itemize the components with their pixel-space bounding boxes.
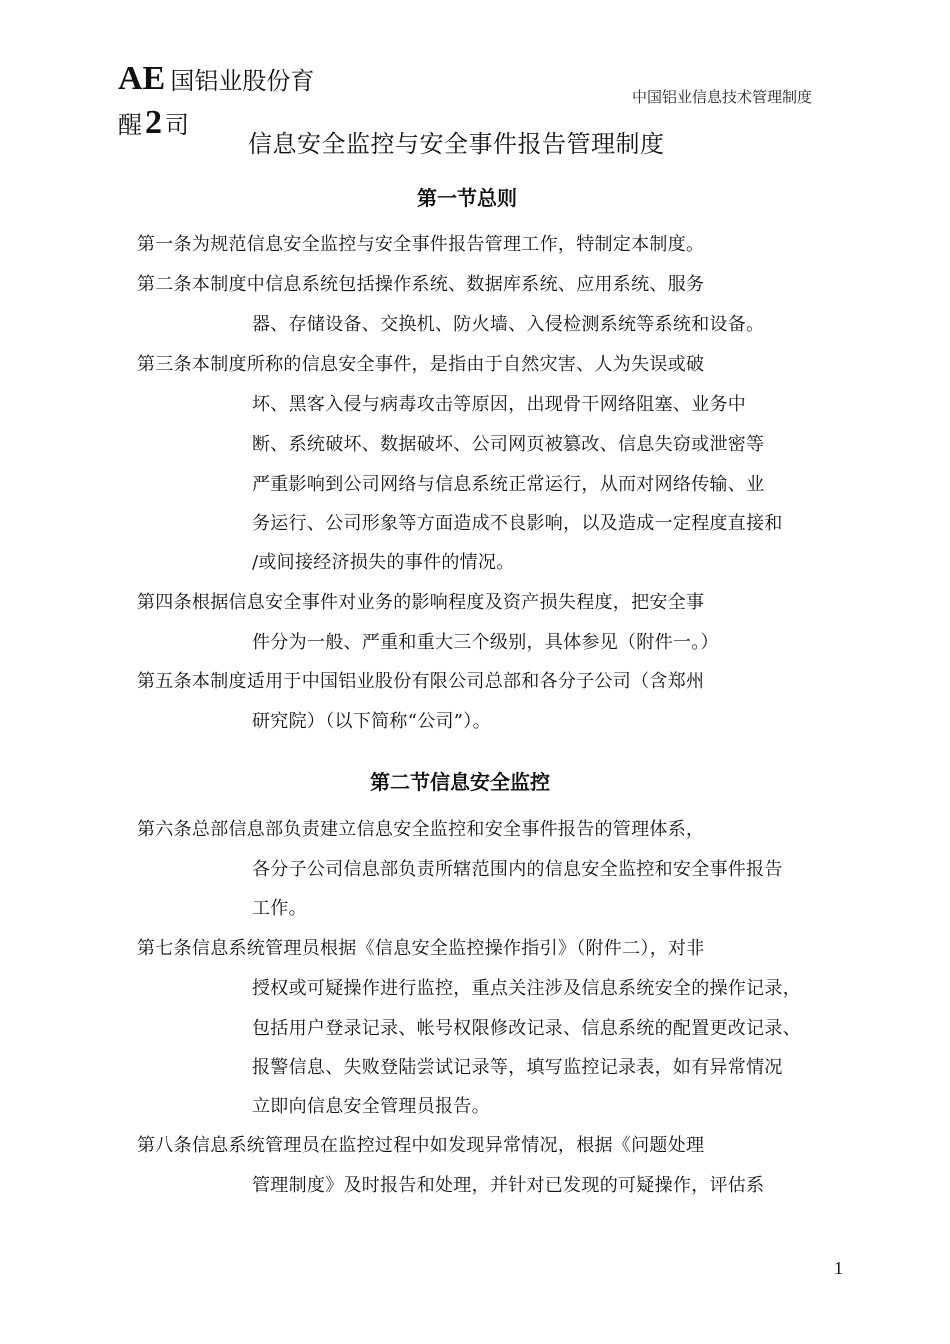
article-3-line-6: /或间接经济损失的事件的情况。: [252, 552, 515, 573]
article-3-line-4: 严重影响到公司网络与信息系统正常运行，从而对网络传输、业: [252, 474, 765, 495]
article-7-line-5: 立即向信息安全管理员报告。: [252, 1096, 490, 1117]
document-title: 信息安全监控与安全事件报告管理制度: [248, 130, 665, 158]
article-5-line-2: 研究院）（以下简称“公司”）。: [252, 711, 491, 732]
section-1-title: 第一节总则: [417, 186, 517, 210]
article-2-line-1: 第二条本制度中信息系统包括操作系统、数据库系统、应用系统、服务: [137, 274, 705, 295]
article-2-line-2: 器、存储设备、交换机、防火墙、入侵检测系统等系统和设备。: [252, 314, 765, 335]
article-3-line-3: 断、系统破坏、数据破坏、公司网页被篡改、信息失窃或泄密等: [252, 434, 765, 455]
article-4-line-2: 件分为一般、严重和重大三个级别，具体参见（附件一。）: [252, 632, 719, 653]
article-1-line-1: 第一条为规范信息安全监控与安全事件报告管理工作，特制定本制度。: [137, 234, 705, 255]
page-number: 1: [834, 1258, 843, 1278]
article-6-line-2: 各分子公司信息部负责所辖范围内的信息安全监控和安全事件报告: [252, 859, 783, 880]
company-logo-line2: [118, 104, 189, 142]
article-8-line-1: 第八条信息系统管理员在监控过程中如发现异常情况，根据《问题处理: [137, 1135, 705, 1156]
logo-line2-char-b: 司: [165, 111, 189, 139]
article-7-line-1: 第七条信息系统管理员根据《信息安全监控操作指引》（附件二），对非: [137, 938, 705, 959]
section-2-title: 第二节信息安全监控: [370, 770, 550, 794]
company-logo: [118, 60, 314, 98]
article-3-line-1: 第三条本制度所称的信息安全事件，是指由于自然灾害、人为失误或破: [137, 354, 705, 375]
article-7-line-4: 报警信息、失败登陆尝试记录等，填写监控记录表，如有异常情况: [252, 1057, 783, 1078]
article-7-line-3: 包括用户登录记录、帐号权限修改记录、信息系统的配置更改记录、: [252, 1018, 801, 1039]
article-6-line-3: 工作。: [252, 898, 307, 919]
article-3-line-2: 坏、黑客入侵与病毒攻击等原因，出现骨干网络阻塞、业务中: [252, 394, 747, 415]
article-5-line-1: 第五条本制度适用于中国铝业股份有限公司总部和各分子公司（含郑州: [137, 671, 705, 692]
logo-line2-char-a: 醒: [118, 111, 142, 139]
article-3-line-5: 务运行、公司形象等方面造成不良影响，以及造成一定程度直接和: [252, 513, 783, 534]
article-7-line-2: 授权或可疑操作进行监控，重点关注涉及信息系统安全的操作记录，: [252, 978, 801, 999]
logo-line2-number: 2: [145, 104, 162, 141]
logo-latin-text: AE: [118, 60, 166, 97]
article-6-line-1: 第六条总部信息部负责建立信息安全监控和安全事件报告的管理体系，: [137, 819, 705, 840]
logo-company-name: 国铝业股份育: [170, 67, 315, 95]
header-right-title: 中国铝业信息技术管理制度: [632, 88, 813, 106]
article-8-line-2: 管理制度》及时报告和处理，并针对已发现的可疑操作，评估系: [252, 1175, 765, 1196]
article-4-line-1: 第四条根据信息安全事件对业务的影响程度及资产损失程度，把安全事: [137, 592, 705, 613]
